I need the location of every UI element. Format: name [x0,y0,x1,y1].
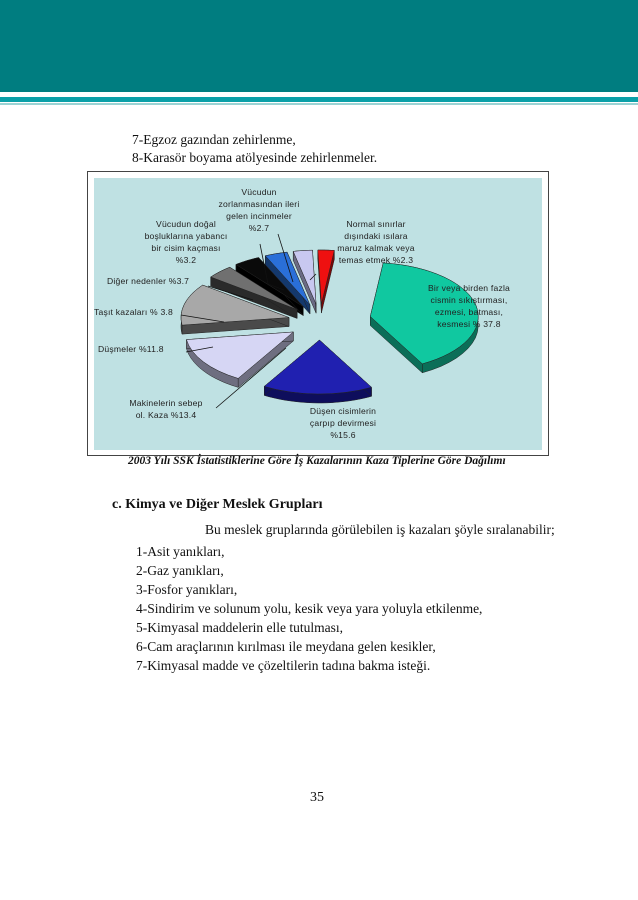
section-list-item: 7-Kimyasal madde ve çözeltilerin tadına bakma isteği. [136,658,431,673]
section-list-item: 1-Asit yanıkları, [136,544,225,559]
header-band [0,0,638,92]
section-title: c. Kimya ve Diğer Meslek Grupları [112,497,323,512]
slice-label-falls: Düşmeler %11.8 [98,344,164,354]
section-intro: Bu meslek gruplarında görülebilen iş kazaları şöyle sıralanabilir; [205,522,555,537]
slice-label-foreign-object: Vücudun doğal boşluklarına yabancı bir cisim kaçması %3.2 [144,219,228,265]
section-list-item: 5-Kimyasal maddelerin elle tutulması, [136,620,343,635]
slice-label-falling-objects: Düşen cisimlerin çarpıp devirmesi %15.6 [309,406,377,440]
chart-frame [87,171,549,456]
header-rule [0,97,638,102]
slice-label-vehicles: Taşıt kazaları % 3.8 [94,307,173,317]
slice-label-other: Diğer nedenler %3.7 [107,276,190,286]
intro-list-item: 7-Egzoz gazından zehirlenme, [132,132,296,147]
section-list-item: 4-Sindirim ve solunum yolu, kesik veya yara yoluyla etkilenme, [136,601,483,616]
slice-label-compression: Bir veya birden fazla cismin sıkıştırması, ezmesi, batması, kesmesi % 37.8 [427,283,511,329]
section-list-item: 3-Fosfor yanıkları, [136,582,238,597]
header-rule-thin [0,103,638,105]
page-number: 35 [310,790,324,805]
slice-label-temperature: Normal sınırlar dışındaki ısılara maruz kalmak veya temas etmek %2.3 [337,219,415,265]
section-list-item: 6-Cam araçlarının kırılması ile meydana gelen kesikler, [136,639,436,654]
slice-label-strain: Vücudun zorlanmasından ileri gelen incinmeler %2.7 [218,187,300,233]
chart-caption: 2003 Yılı SSK İstatistiklerine Göre İş Kazalarının Kaza Tiplerine Göre Dağılımı [128,455,506,467]
intro-list-item: 8-Karasör boyama atölyesinde zehirlenmeler. [132,150,378,165]
section-list-item: 2-Gaz yanıkları, [136,563,224,578]
slice-label-machines: Makinelerin sebep ol. Kaza %13.4 [129,398,203,420]
